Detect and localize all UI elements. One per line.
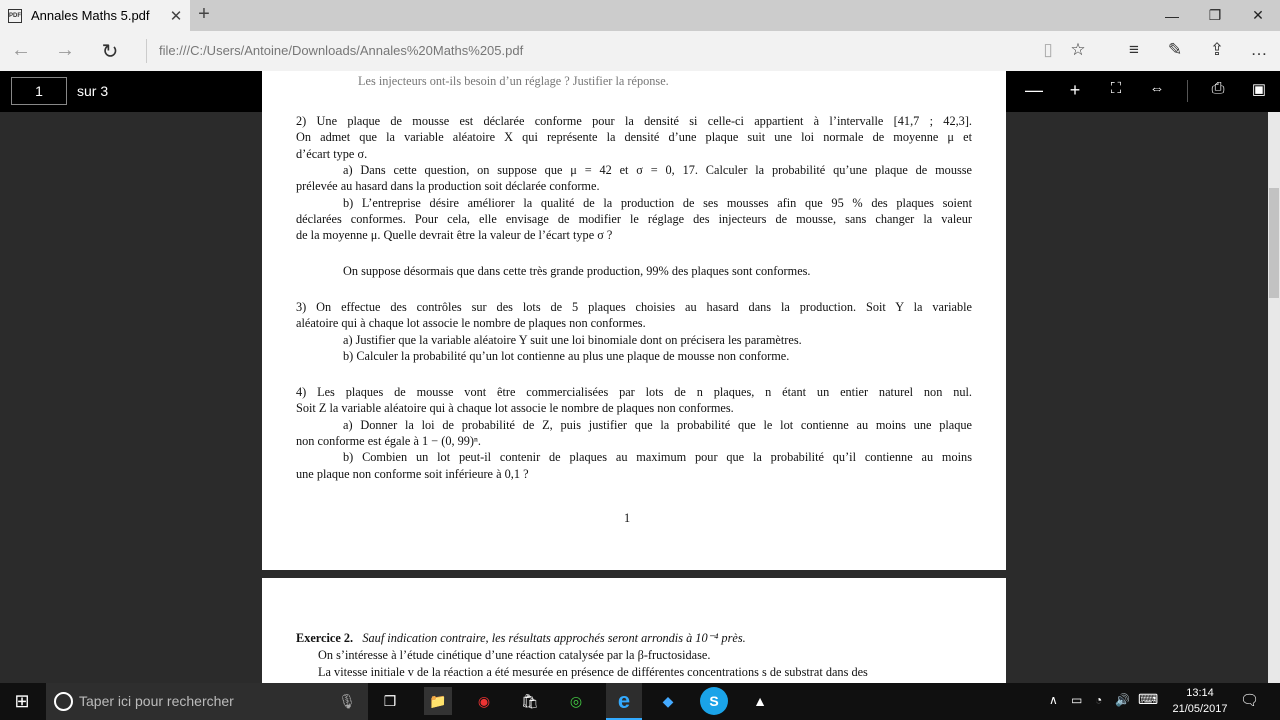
text-line: a) Justifier que la variable aléatoire Y suit une loi binomiale dont on précisera les paramètres. <box>343 332 802 347</box>
navigation-bar <box>0 31 1280 71</box>
fit-width-icon[interactable]: ⇔ <box>1149 80 1165 97</box>
store-icon[interactable]: 🛍 <box>521 692 539 709</box>
zoom-in-icon[interactable]: + <box>1069 80 1081 100</box>
address-bar[interactable]: file:///C:/Users/Antoine/Downloads/Annales%20Maths%205.pdf <box>146 39 1026 63</box>
file-explorer-icon[interactable]: 📁 <box>424 687 452 715</box>
hub-icon[interactable]: ≡ <box>1129 40 1139 59</box>
text-line: On s’intéresse à l’étude cinétique d’une réaction catalysée par la β-fructosidase. <box>318 648 711 662</box>
fit-page-icon[interactable]: ⛶ <box>1110 80 1122 97</box>
exercise-heading: Exercice 2. Sauf indication contraire, les résultats approchés seront arrondis à 10⁻⁴ près. <box>296 631 746 645</box>
text-line: On suppose désormais que dans cette très grande production, 99% des plaques sont conformes. <box>343 264 811 278</box>
pdf-page-2 <box>262 578 1006 683</box>
text-line: a) Donner la loi de probabilité de Z, puis justifier que la probabilité que le lot contienne au moins une plaque <box>343 417 972 432</box>
notification-icon[interactable]: 🗨 <box>1240 692 1260 709</box>
web-note-icon[interactable]: ✎ <box>1167 40 1183 59</box>
text-line: b) L’entreprise désire améliorer la qualité de la production de ses mousses afin que 95 % des plaques soient <box>343 195 972 210</box>
clock[interactable]: 13:14 21/05/2017 <box>1172 687 1228 715</box>
page-count-label: sur 3 <box>77 83 109 99</box>
new-tab-button[interactable]: + <box>198 3 210 25</box>
scrollbar[interactable] <box>1268 112 1280 683</box>
text-line: prélevée au hasard dans la production soit déclarée conforme. <box>296 179 600 194</box>
divider <box>1187 80 1188 102</box>
text-line: 2) Une plaque de mousse est déclarée conforme pour la densité si celle-ci appartient à l’intervalle [41,7 ; 42,3]. <box>296 114 972 128</box>
app-icon[interactable]: ◉ <box>477 692 491 709</box>
volume-icon[interactable]: 🔊 <box>1115 693 1130 707</box>
scrollbar-thumb[interactable] <box>1269 188 1279 298</box>
text-line: a) Dans cette question, on suppose que μ = 42 et σ = 0, 17. Calculer la probabilité qu’une plaque de mousse <box>343 163 972 177</box>
zoom-out-icon[interactable]: — <box>1025 80 1043 100</box>
pdf-toolbar <box>0 71 1280 112</box>
text-line: aléatoire qui à chaque lot associe le nombre de plaques non conformes. <box>296 316 646 331</box>
pdf-icon: PDF <box>8 9 22 23</box>
photos-icon[interactable]: ▲ <box>753 693 767 709</box>
refresh-icon[interactable]: ↻ <box>101 41 119 63</box>
save-icon[interactable]: ▣ <box>1251 81 1267 98</box>
favorite-star-icon[interactable]: ☆ <box>1070 40 1086 59</box>
text-line: On admet que la variable aléatoire X qui représente la densité d’une plaque suit une loi normale de moyenne μ et <box>296 130 972 145</box>
windows-start-icon[interactable]: ⊞ <box>14 690 30 711</box>
page-number-input[interactable]: 1 <box>11 77 67 105</box>
text-line: non conforme est égale à 1 − (0, 99)ⁿ. <box>296 434 481 448</box>
reading-view-icon[interactable]: ▯ <box>1043 40 1053 59</box>
pdf-viewer <box>0 112 1280 683</box>
maximize-button[interactable]: ❐ <box>1208 7 1222 23</box>
pdf-page-1 <box>262 112 1006 570</box>
text-line: b) Combien un lot peut-il contenir de plaques au maximum pour que la probabilité qu’il contienne au moins <box>343 450 972 465</box>
microphone-icon[interactable]: 🎙 <box>338 693 356 709</box>
text-line: b) Calculer la probabilité qu’un lot contienne au plus une plaque de mousse non conforme. <box>343 349 790 363</box>
close-window-button[interactable]: ✕ <box>1252 7 1264 23</box>
keyboard-icon[interactable]: ⌨ <box>1138 691 1159 707</box>
text-line: Les injecteurs ont-ils besoin d’un réglage ? Justifier la réponse. <box>358 74 669 88</box>
chrome-icon[interactable]: ◎ <box>569 692 583 709</box>
title-bar <box>0 0 1280 31</box>
text-line: La vitesse initiale v de la réaction a été mesurée en présence de différentes concentrations s de substrat dans des <box>318 665 868 679</box>
minimize-button[interactable]: — <box>1165 7 1179 24</box>
page-number: 1 <box>624 511 631 525</box>
tray-chevron-icon[interactable]: ∧ <box>1049 693 1058 707</box>
taskbar-search-input[interactable]: Taper ici pour rechercher 🎙 <box>46 683 368 720</box>
tab-title: Annales Maths 5.pdf <box>31 8 150 23</box>
edge-icon[interactable]: e <box>606 683 642 720</box>
text-line: déclarées conformes. Pour cela, elle envisage de modifier le réglage des injecteurs de mousse, sans changer la valeur <box>296 212 972 226</box>
text-line: 4) Les plaques de mousse vont être commercialisées par lots de n plaques, n étant un entier naturel non nul. <box>296 385 972 399</box>
text-line: Soit Z la variable aléatoire qui à chaque lot associe le nombre de plaques non conformes. <box>296 401 734 416</box>
battery-icon[interactable]: ▭ <box>1071 693 1083 707</box>
back-icon[interactable]: ← <box>11 39 31 61</box>
task-view-icon[interactable]: ❒ <box>383 692 397 709</box>
text-line: 3) On effectue des contrôles sur des lots de 5 plaques choisies au hasard dans la production. Soit Y la variable <box>296 300 972 314</box>
more-icon[interactable]: … <box>1250 40 1268 59</box>
share-icon[interactable]: ⇪ <box>1209 40 1225 59</box>
network-icon[interactable]: ◔ <box>1095 693 1103 707</box>
skype-icon[interactable]: S <box>700 687 728 715</box>
taskbar <box>0 683 1280 720</box>
cortana-icon <box>54 692 73 711</box>
app-icon[interactable]: ◆ <box>662 692 674 709</box>
forward-icon[interactable]: → <box>55 39 75 61</box>
print-icon[interactable]: ⎙ <box>1211 80 1225 97</box>
text-line: de la moyenne μ. Quelle devrait être la valeur de l’écart type σ ? <box>296 228 613 243</box>
close-tab-icon[interactable]: ✕ <box>169 7 183 25</box>
text-line: une plaque non conforme soit inférieure à 0,1 ? <box>296 466 529 481</box>
tab-pdf[interactable] <box>0 0 190 31</box>
text-line: d’écart type σ. <box>296 146 368 161</box>
